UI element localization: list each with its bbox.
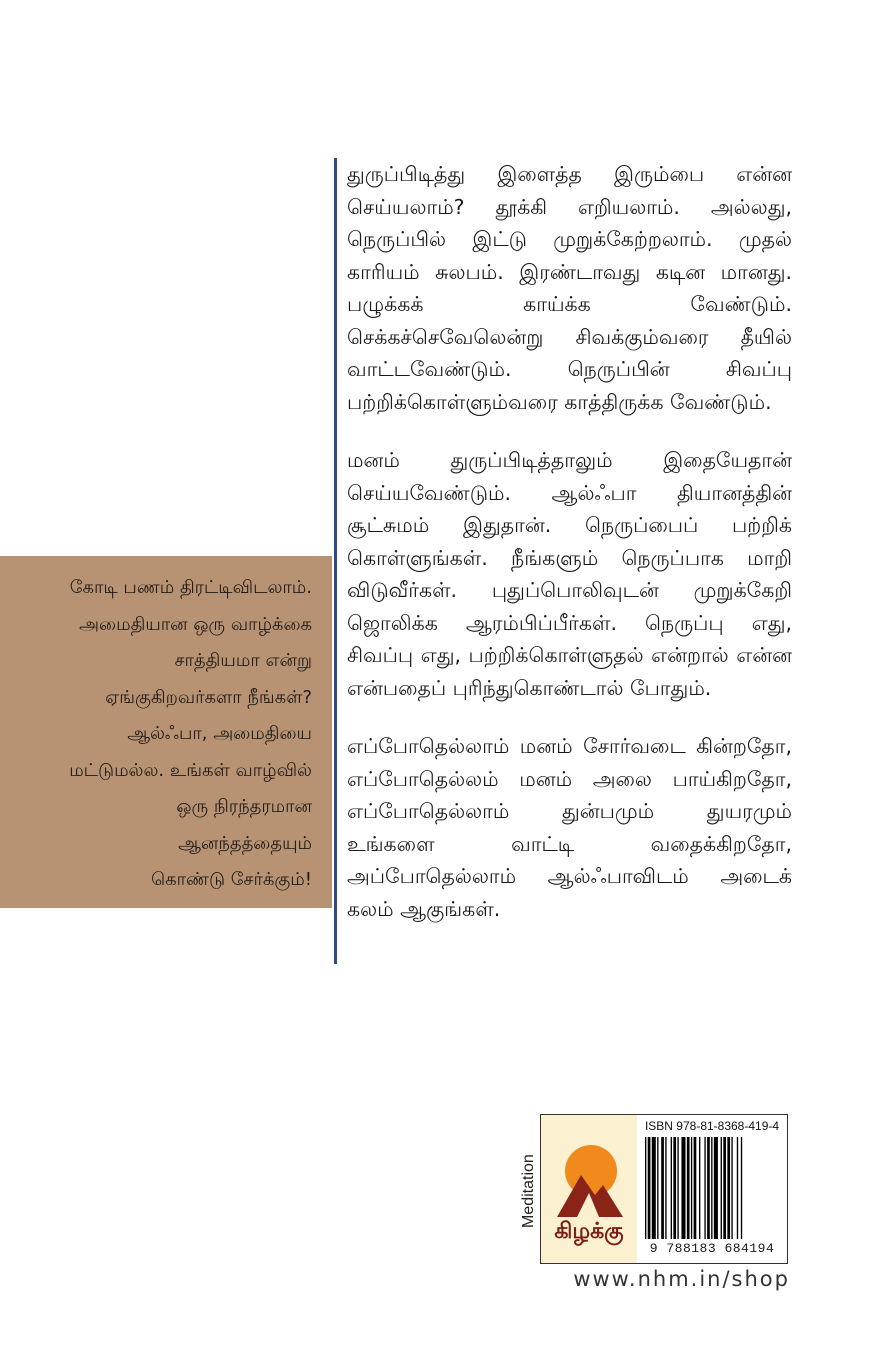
quote-line: ஒரு நிரந்தரமான: [176, 796, 312, 817]
publisher-name: கிழக்கு: [554, 1219, 624, 1244]
website-url: www.nhm.in/shop: [573, 1267, 790, 1291]
isbn-block: [540, 1114, 788, 1264]
quote-line: ஏங்குகிறவர்களா நீங்கள்?: [105, 686, 312, 708]
isbn-label: ISBN 978-81-8368-419-4: [644, 1119, 780, 1133]
paragraph-3: எப்போதெல்லாம் மனம் சோர்வடை கின்றதோ, எப்போதெல்லம் மனம் அலை பாய்கிறதோ, எப்போதெல்லாம் துன்பமும் துயரமும் உங்களை வாட்டி வதைக்கிறதோ, அப்போதெல்லாம் ஆல்ஃபாவிடம் அடைக் கலம் ஆகுங்கள்.: [347, 734, 792, 921]
quote-line: கொண்டு சேர்க்கும்!: [151, 869, 312, 890]
quote-line: அமைதியான ஒரு வாழ்க்கை: [79, 613, 312, 635]
quote-line: கோடி பணம் திரட்டிவிடலாம்.: [69, 577, 312, 598]
paragraph-2: மனம் துருப்பிடித்தாலும் இதையேதான் செய்யவேண்டும். ஆல்ஃபா தியானத்தின் சூட்சுமம் இதுதான். நெருப்பைப் பற்றிக் கொள்ளுங்கள். நீங்களும் நெருப்பாக மாறி விடுவீர்கள். புதுப்பொலிவுடன் முறுக்கேறி ஜொலிக்க ஆரம்பிப்பீர்கள். நெருப்பு எது, சிவப்பு எது, பற்றிக்கொள்ளுதல் என்றால் என்ன என்பதைப் புரிந்துகொண்டால் போதும்.: [347, 448, 792, 700]
category-label: Meditation: [520, 1154, 537, 1228]
quote-line: ஆனந்தத்தையும்: [178, 832, 312, 854]
quote-box: [0, 556, 332, 908]
barcode-bars: [645, 1137, 781, 1239]
barcode: [637, 1115, 787, 1263]
quote-line: மட்டுமல்ல. உங்கள் வாழ்வில்: [69, 759, 312, 781]
publisher-logo: [541, 1115, 637, 1263]
paragraph-1: துருப்பிடித்து இளைத்த இரும்பை என்ன செய்யலாம்? தூக்கி எறியலாம். அல்லது, நெருப்பில் இட்டு முறுக்கேற்றலாம். முதல் காரியம் சுலபம். இரண்டாவது கடின மானது. பழுக்கக் காய்க்க வேண்டும். செக்கச்செவேலென்று சிவக்கும்வரை தீயில் வாட்டவேண்டும். நெருப்பின் சிவப்பு பற்றிக்கொள்ளும்வரை காத்திருக்க வேண்டும்.: [347, 162, 792, 414]
back-cover-text: [334, 158, 792, 964]
quote-line: சாத்தியமா என்று: [174, 650, 312, 671]
publisher-logo-icon: [551, 1133, 627, 1219]
quote-line: ஆல்ஃபா, அமைதியை: [127, 723, 312, 744]
barcode-digits: 9 788183 684194: [649, 1241, 775, 1256]
